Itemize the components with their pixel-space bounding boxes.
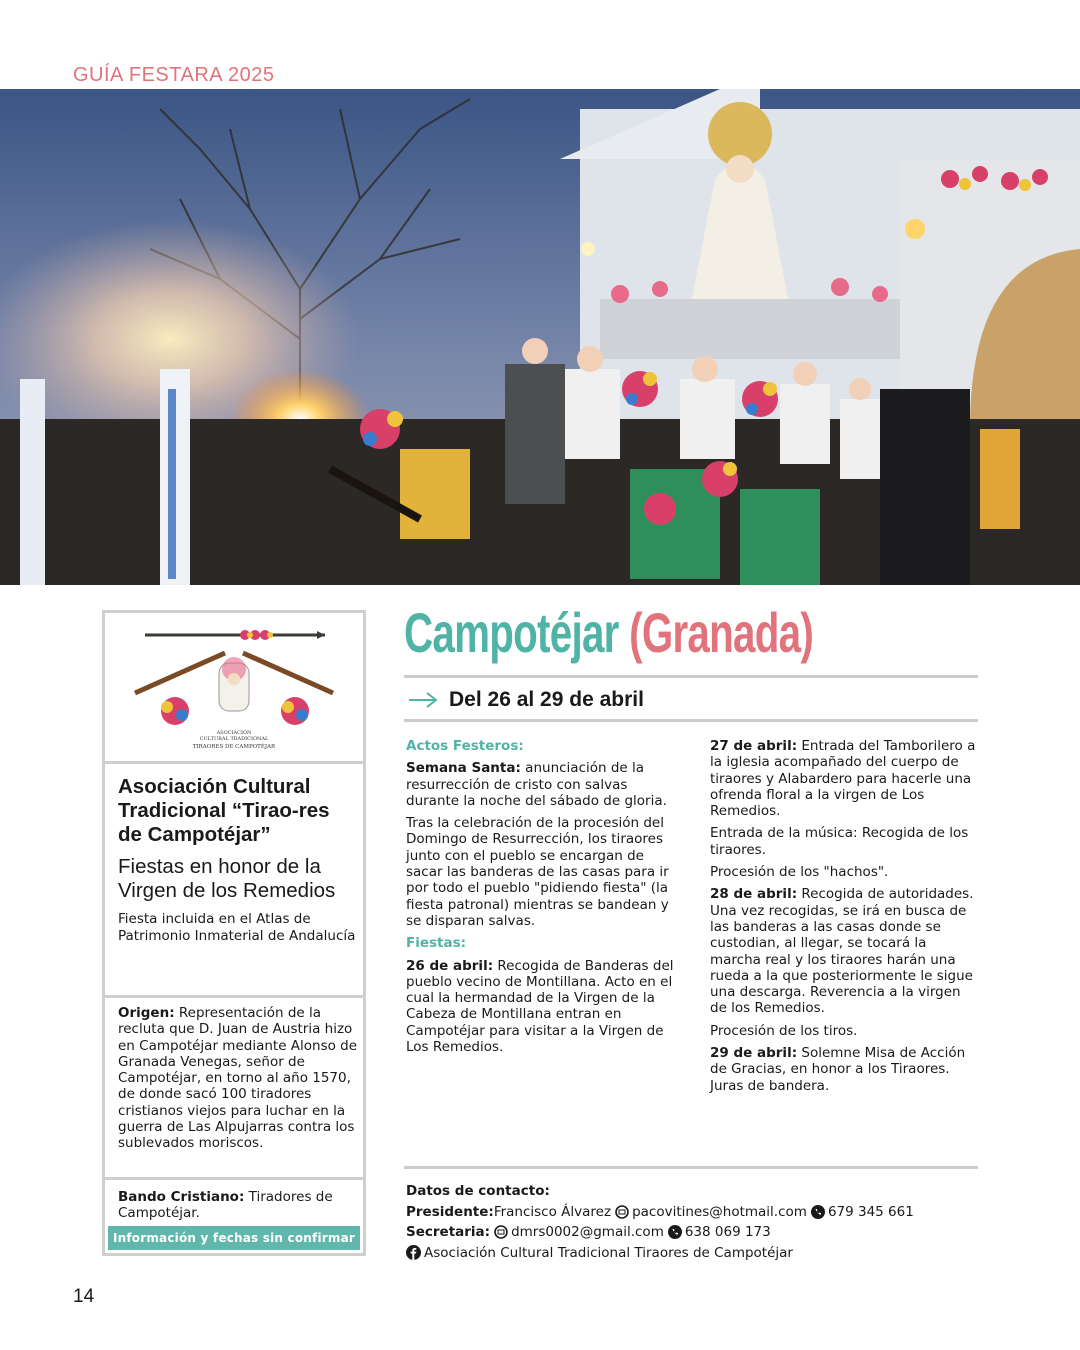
bando-paragraph [118, 1189, 358, 1222]
page-title [404, 600, 813, 680]
logo-text-3: TIRAORES DE CAMPOTÉJAR [192, 744, 276, 750]
page-number: 14 [73, 1286, 95, 1307]
festival-title: Fiestas en honor de la Virgen de los Remedios [118, 855, 336, 902]
logo-text-1: ASOCIACIÓN [216, 730, 252, 736]
facebook-line [406, 1243, 914, 1264]
unconfirmed-info-bar: Información y fechas sin confirmar [108, 1226, 360, 1250]
date-rule [404, 719, 978, 722]
festival-dates: Del 26 al 29 de abril [449, 688, 644, 711]
president-name: Francisco Álvarez [493, 1203, 612, 1220]
day-29-label: 29 de abril: [710, 1045, 798, 1062]
facebook-page[interactable]: Asociación Cultural Tradicional Tiraores de Campotéjar [424, 1244, 793, 1261]
secretary-label: Secretaria: [406, 1224, 491, 1240]
date-row [404, 686, 644, 714]
hachos-paragraph: Procesión de los "hachos". [710, 864, 889, 881]
events-column-1 [406, 738, 674, 1061]
day-26-text: Recogida de Banderas del pueblo vecino de Montillana. Acto en el cual la hermandad de la Virgen de la Cabeza de Montillana entran en Campotéjar para visitar a la Virgen de Los Remedios. [406, 957, 674, 1056]
sidebar-divider [105, 1177, 363, 1180]
origin-label: Origen: [118, 1005, 175, 1021]
origin-text: Representación de la recluta que D. Juan de Austria hizo en Campotéjar mediante Alonso de Granada Venegas, señor de Campotéjar, en torno al año 1570, de donde sacó 100 tiradores cristianos viejos para luchar en la guerra de Las Alpujarras contra los sublevados moriscos. [118, 1005, 358, 1152]
association-logo [105, 613, 363, 764]
day-26-label: 26 de abril: [406, 957, 494, 974]
bando-label: Bando Cristiano: [118, 1189, 245, 1205]
day-27-paragraph [710, 738, 978, 819]
day-29-paragraph [710, 1045, 978, 1094]
day-28-label: 28 de abril: [710, 886, 798, 903]
day-27-text: Entrada del Tamborilero a la iglesia acompañado del cuerpo de tiraores y Alabardero para hacerle una ofrenda floral a la virgen de Los Remedios. [710, 738, 976, 820]
contact-heading: Datos de contacto: [406, 1183, 550, 1199]
fiestas-heading: Fiestas: [406, 935, 467, 952]
guide-label: GUÍA FESTARA 2025 [73, 64, 275, 86]
secretary-phone[interactable]: 638 069 173 [684, 1224, 771, 1240]
phone-icon [811, 1205, 825, 1219]
phone-icon [668, 1225, 682, 1239]
semana-santa-paragraph [406, 760, 674, 809]
origin-paragraph [118, 1005, 358, 1152]
tiros-paragraph: Procesión de los tiros. [710, 1022, 858, 1039]
facebook-icon [406, 1245, 421, 1260]
day-29-text: Solemne Misa de Acción de Gracias, en honor a los Tiraores. Juras de bandera. [710, 1045, 966, 1094]
email-icon [615, 1205, 629, 1219]
tras-paragraph: Tras la celebración de la procesión del Domingo de Resurrección, los tiraores junto con el pueblo se encargan de sacar las banderas de las casas para ir por todo el pueblo "pidiendo fiesta" (la fiesta patronal) mientras se bandean y se disparan salvas. [406, 815, 669, 929]
association-name: Asociación Cultural Tradicional “Tirao-res de Campotéjar” [118, 775, 330, 846]
atlas-note: Fiesta incluida en el Atlas de Patrimonio Inmaterial de Andalucía [118, 911, 356, 944]
arrow-right-icon [408, 691, 438, 709]
secretary-line [406, 1222, 914, 1243]
president-label: Presidente: [406, 1203, 494, 1220]
hero-photo [0, 89, 1080, 585]
logo-text-2: CULTURAL TRADICIONAL [199, 736, 269, 742]
town-name: Campotéjar [404, 601, 619, 664]
semana-text: anunciación de la resurrección de cristo con salvas durante la noche del sábado de gloria. [406, 760, 667, 809]
contact-rule [404, 1166, 978, 1169]
contact-block [406, 1181, 914, 1263]
sidebar-box [102, 610, 366, 1256]
actos-heading: Actos Festeros: [406, 738, 524, 754]
bando-text: Tiradores de Campotéjar. [118, 1189, 333, 1222]
sidebar-divider [105, 995, 363, 998]
president-phone[interactable]: 679 345 661 [827, 1203, 914, 1220]
semana-label: Semana Santa: [406, 760, 521, 777]
president-line [406, 1202, 914, 1223]
musica-paragraph: Entrada de la música: Recogida de los tiraores. [710, 825, 969, 858]
title-rule [404, 675, 978, 678]
email-icon [494, 1225, 508, 1239]
day-28-text: Recogida de autoridades. Una vez recogidas, se irá en busca de las banderas a las casas donde se custodian, al llegar, se tocará la marcha real y los tiraores harán una rueda a la que posteriormente le sigue una descarga. Reverencia a la virgen de los Remedios. [710, 886, 974, 1017]
day-26-paragraph [406, 958, 674, 1056]
president-email[interactable]: pacovitines@hotmail.com [632, 1203, 807, 1220]
province-name: (Granada) [629, 601, 814, 664]
secretary-email[interactable]: dmrs0002@gmail.com [511, 1224, 664, 1240]
events-column-2 [710, 738, 978, 1100]
day-27-label: 27 de abril: [710, 738, 798, 754]
day-28-paragraph [710, 886, 978, 1016]
